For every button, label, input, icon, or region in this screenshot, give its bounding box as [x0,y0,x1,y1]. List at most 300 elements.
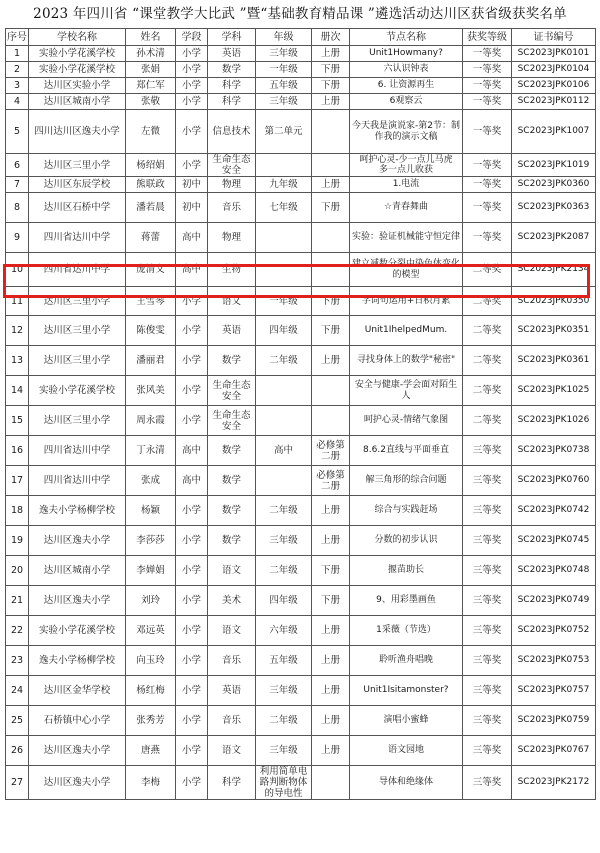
cell-name: 李婵娟 [126,556,176,586]
cell-lesson: ☆青春舞曲 [350,193,463,223]
cell-cert: SC2023JPK0351 [512,316,596,346]
cell-stage: 小学 [176,676,208,706]
cell-award: 三等奖 [463,616,512,646]
cell-volume: 上册 [312,496,350,526]
cell-no: 2 [6,62,29,78]
cell-no: 22 [6,616,29,646]
cell-stage: 小学 [176,376,208,406]
table-row [6,556,596,586]
table-row [6,253,596,287]
cell-subject: 数学 [208,526,256,556]
cell-lesson: 呵护心灵-情绪气象图 [350,406,463,436]
cell-cert: SC2023JPK0360 [512,177,596,193]
cell-subject: 语文 [208,556,256,586]
cell-grade: 四年级 [256,316,312,346]
cell-volume: 下册 [312,193,350,223]
cell-grade [256,406,312,436]
cell-name: 刘玲 [126,586,176,616]
cell-no: 19 [6,526,29,556]
cell-name: 庞清文 [126,253,176,287]
cell-grade [256,253,312,287]
table-row [6,62,596,78]
cell-award: 三等奖 [463,676,512,706]
cell-cert: SC2023JPK1025 [512,376,596,406]
cell-subject: 生命生态安全 [208,376,256,406]
cell-school: 实验小学花溪学校 [29,62,126,78]
cell-no: 13 [6,346,29,376]
cell-name: 李莎莎 [126,526,176,556]
cell-subject: 科学 [208,766,256,800]
header-cell: 获奖等级 [463,29,512,46]
cell-lesson: Unit1Isitamonster? [350,676,463,706]
cell-grade: 利用简单电路判断物体的导电性 [256,766,312,800]
cell-stage: 小学 [176,78,208,94]
cell-award: 一等奖 [463,223,512,253]
cell-lesson: 六认识钟表 [350,62,463,78]
cell-name: 潘丽君 [126,346,176,376]
cell-lesson: 建立减数分裂中染色体变化的模型 [350,253,463,287]
cell-cert: SC2023JPK1026 [512,406,596,436]
cell-cert: SC2023JPK2172 [512,766,596,800]
cell-stage: 小学 [176,406,208,436]
cell-award: 三等奖 [463,556,512,586]
table-row [6,78,596,94]
cell-no: 10 [6,253,29,287]
cell-subject: 语文 [208,616,256,646]
cell-award: 二等奖 [463,287,512,316]
cell-lesson: 寻找身体上的数学"秘密" [350,346,463,376]
cell-volume: 必修第二册 [312,466,350,496]
cell-school: 石桥镇中心小学 [29,706,126,736]
cell-lesson: 8.6.2直线与平面垂直 [350,436,463,466]
cell-name: 杨绍娟 [126,154,176,177]
cell-grade: 三年级 [256,46,312,62]
cell-cert: SC2023JPK2087 [512,223,596,253]
cell-volume: 上册 [312,94,350,110]
cell-cert: SC2023JPK0760 [512,466,596,496]
cell-stage: 高中 [176,466,208,496]
cell-school: 实验小学花溪学校 [29,616,126,646]
cell-award: 二等奖 [463,253,512,287]
cell-grade: 三年级 [256,526,312,556]
cell-grade: 二年级 [256,496,312,526]
cell-no: 9 [6,223,29,253]
cell-subject: 音乐 [208,706,256,736]
table-row [6,110,596,154]
cell-lesson: 呵护心灵-少一点儿马虎 多一点儿收获 [350,154,463,177]
cell-cert: SC2023JPK0101 [512,46,596,62]
cell-award: 三等奖 [463,586,512,616]
cell-stage: 小学 [176,110,208,154]
table-row [6,706,596,736]
cell-lesson: 演唱小蜜蜂 [350,706,463,736]
cell-no: 21 [6,586,29,616]
header-cell: 节点名称 [350,29,463,46]
cell-lesson: 字词句运用+日积月累 [350,287,463,316]
cell-name: 熊联政 [126,177,176,193]
cell-stage: 小学 [176,287,208,316]
cell-stage: 小学 [176,616,208,646]
cell-school: 逸夫小学杨柳学校 [29,496,126,526]
cell-subject: 英语 [208,46,256,62]
cell-school: 达川区三里小学 [29,316,126,346]
cell-cert: SC2023JPK0757 [512,676,596,706]
header-cell: 学科 [208,29,256,46]
table-row [6,94,596,110]
cell-school: 四川省达川中学 [29,436,126,466]
cell-award: 一等奖 [463,46,512,62]
cell-volume: 上册 [312,177,350,193]
cell-name: 邓远英 [126,616,176,646]
table-row [6,316,596,346]
cell-no: 24 [6,676,29,706]
page-title: 2023 年四川省 “课堂教学大比武 ”暨“基础教育精品课 ”遴选活动达川区获省级获奖名单 [33,6,567,22]
cell-school: 达川区逸夫小学 [29,526,126,556]
cell-cert: SC2023JPK0759 [512,706,596,736]
cell-award: 三等奖 [463,706,512,736]
cell-subject: 英语 [208,316,256,346]
cell-subject: 物理 [208,177,256,193]
cell-volume [312,376,350,406]
cell-volume: 上册 [312,616,350,646]
cell-stage: 小学 [176,646,208,676]
cell-subject: 音乐 [208,193,256,223]
cell-volume: 上册 [312,706,350,736]
cell-cert: SC2023JPK0752 [512,616,596,646]
cell-grade: 第二单元 [256,110,312,154]
cell-subject: 语文 [208,736,256,766]
cell-award: 一等奖 [463,110,512,154]
cell-school: 达川区城南小学 [29,556,126,586]
cell-stage: 高中 [176,223,208,253]
cell-subject: 数学 [208,62,256,78]
table-row [6,646,596,676]
cell-lesson: 解三角形的综合问题 [350,466,463,496]
cell-award: 一等奖 [463,154,512,177]
cell-no: 8 [6,193,29,223]
cell-subject: 生命生态安全 [208,154,256,177]
cell-no: 17 [6,466,29,496]
cell-grade: 六年级 [256,616,312,646]
cell-volume [312,223,350,253]
cell-no: 14 [6,376,29,406]
cell-name: 杨红梅 [126,676,176,706]
cell-no: 25 [6,706,29,736]
cell-grade: 四年级 [256,586,312,616]
cell-cert: SC2023JPK0363 [512,193,596,223]
cell-volume [312,110,350,154]
cell-award: 一等奖 [463,193,512,223]
cell-volume: 下册 [312,62,350,78]
cell-grade: 五年级 [256,646,312,676]
cell-school: 达川区三里小学 [29,287,126,316]
cell-grade [256,223,312,253]
cell-grade: 一年级 [256,287,312,316]
table-row [6,154,596,177]
cell-name: 张娟 [126,62,176,78]
cell-grade: 五年级 [256,78,312,94]
cell-stage: 小学 [176,586,208,616]
cell-grade: 九年级 [256,177,312,193]
cell-school: 达川区三里小学 [29,154,126,177]
cell-subject: 科学 [208,94,256,110]
cell-name: 张敬 [126,94,176,110]
cell-school: 达川区逸夫小学 [29,586,126,616]
cell-lesson: Unit1IhelpedMum. [350,316,463,346]
cell-grade: 高中 [256,436,312,466]
cell-cert: SC2023JPK0350 [512,287,596,316]
cell-subject: 数学 [208,496,256,526]
cell-school: 达川区逸夫小学 [29,766,126,800]
cell-volume: 下册 [312,556,350,586]
cell-lesson: 聆听渔舟唱晚 [350,646,463,676]
cell-school: 四川省达川中学 [29,253,126,287]
table-row [6,287,596,316]
cell-name: 郑仁军 [126,78,176,94]
cell-cert: SC2023JPK0106 [512,78,596,94]
cell-cert: SC2023JPK0748 [512,556,596,586]
cell-volume: 下册 [312,78,350,94]
cell-subject: 美术 [208,586,256,616]
cell-stage: 小学 [176,62,208,78]
table-row [6,466,596,496]
cell-subject: 数学 [208,466,256,496]
cell-award: 一等奖 [463,78,512,94]
cell-award: 三等奖 [463,526,512,556]
cell-award: 二等奖 [463,316,512,346]
cell-volume: 上册 [312,46,350,62]
cell-lesson: 9、用彩墨画鱼 [350,586,463,616]
cell-grade: 三年级 [256,94,312,110]
cell-cert: SC2023JPK0104 [512,62,596,78]
cell-stage: 小学 [176,346,208,376]
cell-name: 唐燕 [126,736,176,766]
cell-award: 三等奖 [463,496,512,526]
cell-volume: 下册 [312,287,350,316]
table-body [6,46,596,800]
cell-stage: 小学 [176,526,208,556]
cell-award: 三等奖 [463,646,512,676]
cell-cert: SC2023JPK1007 [512,110,596,154]
header-cell: 证书编号 [512,29,596,46]
cell-stage: 小学 [176,46,208,62]
cell-stage: 高中 [176,253,208,287]
cell-stage: 初中 [176,193,208,223]
cell-award: 一等奖 [463,94,512,110]
cell-award: 三等奖 [463,736,512,766]
cell-school: 达川区石桥中学 [29,193,126,223]
cell-volume [312,253,350,287]
cell-school: 达川区三里小学 [29,406,126,436]
cell-school: 实验小学花溪学校 [29,46,126,62]
cell-no: 3 [6,78,29,94]
cell-school: 达川区逸夫小学 [29,736,126,766]
cell-lesson: 揠苗助长 [350,556,463,586]
cell-cert: SC2023JPK0112 [512,94,596,110]
cell-no: 4 [6,94,29,110]
cell-lesson: 安全与健康-学会面对陌生人 [350,376,463,406]
header-cell: 序号 [6,29,29,46]
cell-no: 5 [6,110,29,154]
cell-volume: 上册 [312,526,350,556]
cell-no: 11 [6,287,29,316]
cell-lesson: 今天我是演说家-第2节：制作我的演示文稿 [350,110,463,154]
cell-lesson: 6. 让资源再生 [350,78,463,94]
cell-school: 四川省达川中学 [29,223,126,253]
cell-no: 18 [6,496,29,526]
cell-award: 三等奖 [463,466,512,496]
cell-stage: 小学 [176,706,208,736]
cell-school: 实验小学花溪学校 [29,376,126,406]
cell-no: 23 [6,646,29,676]
cell-no: 26 [6,736,29,766]
table-row [6,586,596,616]
cell-stage: 小学 [176,766,208,800]
cell-lesson: 分数的初步认识 [350,526,463,556]
cell-no: 6 [6,154,29,177]
cell-volume: 下册 [312,316,350,346]
table-row [6,223,596,253]
header-cell: 年级 [256,29,312,46]
cell-volume: 下册 [312,586,350,616]
table-row [6,193,596,223]
cell-no: 27 [6,766,29,800]
cell-grade: 一年级 [256,62,312,78]
cell-grade [256,154,312,177]
cell-lesson: 语文园地 [350,736,463,766]
awards-table [5,28,596,800]
cell-stage: 小学 [176,556,208,586]
cell-award: 一等奖 [463,177,512,193]
table-row [6,177,596,193]
cell-cert: SC2023JPK0753 [512,646,596,676]
cell-lesson: 综合与实践赶场 [350,496,463,526]
cell-volume: 上册 [312,736,350,766]
cell-school: 达川区三里小学 [29,346,126,376]
cell-stage: 小学 [176,736,208,766]
cell-grade: 二年级 [256,706,312,736]
cell-lesson: 1.电流 [350,177,463,193]
cell-subject: 音乐 [208,646,256,676]
table-row [6,526,596,556]
table-row [6,376,596,406]
header-cell: 学段 [176,29,208,46]
cell-school: 四川省达川中学 [29,466,126,496]
cell-no: 16 [6,436,29,466]
table-row [6,766,596,800]
cell-award: 三等奖 [463,436,512,466]
cell-name: 张成 [126,466,176,496]
cell-name: 张秀芳 [126,706,176,736]
table-row [6,406,596,436]
cell-stage: 高中 [176,436,208,466]
cell-name: 丁永清 [126,436,176,466]
cell-cert: SC2023JPK1019 [512,154,596,177]
cell-volume: 上册 [312,646,350,676]
cell-volume [312,406,350,436]
cell-name: 王雪琴 [126,287,176,316]
cell-cert: SC2023JPK0767 [512,736,596,766]
cell-no: 7 [6,177,29,193]
cell-name: 孙术清 [126,46,176,62]
cell-subject: 生物 [208,253,256,287]
cell-volume: 上册 [312,676,350,706]
table-row [6,46,596,62]
cell-award: 三等奖 [463,766,512,800]
cell-subject: 物理 [208,223,256,253]
cell-no: 15 [6,406,29,436]
cell-cert: SC2023JPK0742 [512,496,596,526]
cell-award: 一等奖 [463,62,512,78]
cell-lesson: Unit1Howmany? [350,46,463,62]
cell-award: 二等奖 [463,406,512,436]
cell-name: 李梅 [126,766,176,800]
cell-subject: 数学 [208,346,256,376]
cell-school: 逸夫小学杨柳学校 [29,646,126,676]
cell-cert: SC2023JPK0738 [512,436,596,466]
cell-stage: 小学 [176,316,208,346]
cell-name: 张风美 [126,376,176,406]
cell-name: 陈俊雯 [126,316,176,346]
cell-stage: 小学 [176,496,208,526]
cell-school: 达川区城南小学 [29,94,126,110]
cell-name: 潘若晨 [126,193,176,223]
cell-name: 周永霞 [126,406,176,436]
cell-stage: 初中 [176,177,208,193]
cell-volume [312,766,350,800]
cell-cert: SC2023JPK0749 [512,586,596,616]
cell-subject: 英语 [208,676,256,706]
cell-cert: SC2023JPK2134 [512,253,596,287]
cell-grade: 二年级 [256,346,312,376]
cell-grade [256,466,312,496]
cell-lesson: 实验：验证机械能守恒定律 [350,223,463,253]
cell-grade: 三年级 [256,676,312,706]
cell-school: 达川区东辰学校 [29,177,126,193]
cell-subject: 数学 [208,436,256,466]
cell-stage: 小学 [176,154,208,177]
header-cell: 册次 [312,29,350,46]
header-cell: 姓名 [126,29,176,46]
table-row [6,736,596,766]
cell-award: 二等奖 [463,376,512,406]
cell-name: 蒋蕾 [126,223,176,253]
cell-no: 20 [6,556,29,586]
cell-grade [256,376,312,406]
table-row [6,346,596,376]
cell-stage: 小学 [176,94,208,110]
cell-award: 二等奖 [463,346,512,376]
header-row [6,29,596,46]
cell-no: 12 [6,316,29,346]
cell-subject: 信息技术 [208,110,256,154]
cell-school: 达川区实验小学 [29,78,126,94]
cell-grade: 二年级 [256,556,312,586]
cell-lesson: 导体和绝缘体 [350,766,463,800]
table-row [6,616,596,646]
cell-no: 1 [6,46,29,62]
cell-subject: 语文 [208,287,256,316]
cell-volume: 上册 [312,346,350,376]
cell-grade: 七年级 [256,193,312,223]
cell-lesson: 1采薇（节选） [350,616,463,646]
cell-volume [312,154,350,177]
table-row [6,436,596,466]
cell-lesson: 6观察云 [350,94,463,110]
table-row [6,676,596,706]
cell-name: 向玉玲 [126,646,176,676]
cell-name: 杨颖 [126,496,176,526]
